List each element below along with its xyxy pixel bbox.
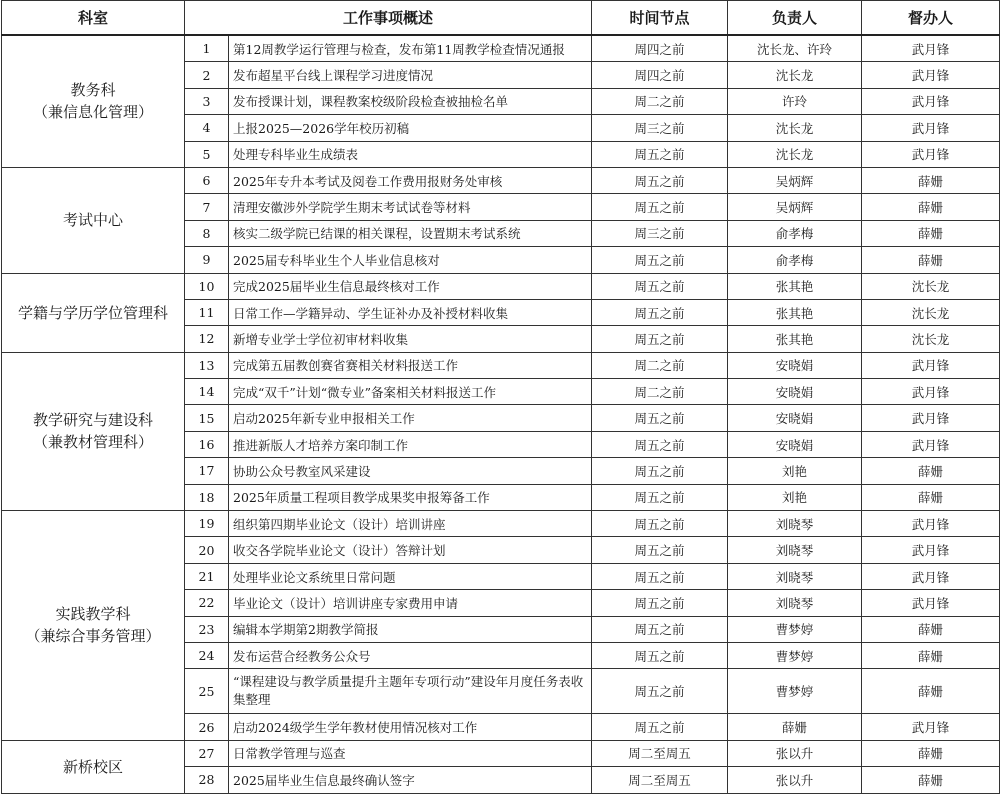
work-schedule-table [1,0,1000,794]
header-supervisor: 督办人 [862,1,1000,36]
owner-cell: 薛姗 [728,714,862,740]
deadline-cell: 周五之前 [592,563,728,589]
row-number: 4 [185,115,229,141]
row-number: 15 [185,405,229,431]
row-number: 5 [185,141,229,167]
dept-name-line: （兼综合事务管理） [25,627,161,646]
deadline-cell: 周五之前 [592,590,728,616]
owner-cell: 张以升 [728,767,862,793]
row-number: 20 [185,537,229,563]
deadline-cell: 周二至周五 [592,740,728,766]
row-number: 26 [185,714,229,740]
owner-cell: 安晓娟 [728,352,862,378]
supervisor-cell: 武月锋 [862,379,1000,405]
task-description: 处理专科毕业生成绩表 [229,141,592,167]
supervisor-cell: 沈长龙 [862,299,1000,325]
owner-cell: 沈长龙 [728,62,862,88]
dept-name-line: 学籍与学历学位管理科 [17,303,168,322]
owner-cell: 张其艳 [728,299,862,325]
supervisor-cell: 武月锋 [862,88,1000,114]
row-number: 21 [185,563,229,589]
dept-name-line: （兼信息化管理） [32,103,153,122]
header-owner: 负责人 [728,1,862,36]
deadline-cell: 周五之前 [592,714,728,740]
owner-cell: 张其艳 [728,326,862,352]
owner-cell: 俞孝梅 [728,247,862,273]
supervisor-cell: 武月锋 [862,115,1000,141]
owner-cell: 安晓娟 [728,431,862,457]
deadline-cell: 周五之前 [592,537,728,563]
supervisor-cell: 沈长龙 [862,273,1000,299]
header-task: 工作事项概述 [185,1,592,36]
row-number: 17 [185,458,229,484]
supervisor-cell: 武月锋 [862,352,1000,378]
task-description: 收交各学院毕业论文（设计）答辩计划 [229,537,592,563]
deadline-cell: 周五之前 [592,484,728,510]
row-number: 19 [185,511,229,537]
row-number: 3 [185,88,229,114]
table-row [2,35,1000,62]
owner-cell: 许玲 [728,88,862,114]
deadline-cell: 周五之前 [592,141,728,167]
task-description: 毕业论文（设计）培训讲座专家费用申请 [229,590,592,616]
deadline-cell: 周二至周五 [592,767,728,793]
owner-cell: 刘艳 [728,458,862,484]
row-number: 16 [185,431,229,457]
table-row [2,511,1000,537]
supervisor-cell: 武月锋 [862,590,1000,616]
owner-cell: 曹梦婷 [728,669,862,714]
task-description: 发布授课计划，课程教案校级阶段检查被抽检名单 [229,88,592,114]
row-number: 24 [185,642,229,668]
deadline-cell: 周五之前 [592,431,728,457]
row-number: 7 [185,194,229,220]
row-number: 10 [185,273,229,299]
deadline-cell: 周五之前 [592,405,728,431]
task-description: 完成第五届教创赛省赛相关材料报送工作 [229,352,592,378]
table-row [2,352,1000,378]
dept-cell [2,273,185,352]
supervisor-cell: 武月锋 [862,141,1000,167]
table-body [2,35,1000,793]
dept-cell [2,511,185,741]
task-description: 编辑本学期第2期教学简报 [229,616,592,642]
task-description: 推进新版人才培养方案印制工作 [229,431,592,457]
owner-cell: 安晓娟 [728,379,862,405]
dept-cell [2,740,185,793]
deadline-cell: 周五之前 [592,194,728,220]
deadline-cell: 周五之前 [592,458,728,484]
task-description: “课程建设与教学质量提升主题年专项行动”建设年月度任务表收集整理 [229,669,592,714]
deadline-cell: 周三之前 [592,115,728,141]
owner-cell: 曹梦婷 [728,642,862,668]
owner-cell: 张其艳 [728,273,862,299]
row-number: 22 [185,590,229,616]
task-description: 2025届毕业生信息最终确认签字 [229,767,592,793]
dept-cell [2,352,185,510]
supervisor-cell: 薛姗 [862,484,1000,510]
row-number: 25 [185,669,229,714]
supervisor-cell: 薛姗 [862,194,1000,220]
owner-cell: 刘晓琴 [728,537,862,563]
task-description: 2025年质量工程项目教学成果奖申报筹备工作 [229,484,592,510]
task-description: 新增专业学士学位初审材料收集 [229,326,592,352]
supervisor-cell: 薛姗 [862,220,1000,246]
deadline-cell: 周四之前 [592,35,728,62]
supervisor-cell: 沈长龙 [862,326,1000,352]
row-number: 2 [185,62,229,88]
dept-name-line: 实践教学科 [55,605,131,624]
task-description: 发布运营合经教务公众号 [229,642,592,668]
owner-cell: 刘艳 [728,484,862,510]
deadline-cell: 周五之前 [592,511,728,537]
row-number: 11 [185,299,229,325]
row-number: 6 [185,167,229,193]
supervisor-cell: 武月锋 [862,62,1000,88]
table-row [2,740,1000,766]
row-number: 27 [185,740,229,766]
owner-cell: 曹梦婷 [728,616,862,642]
task-description: 启动2024级学生学年教材使用情况核对工作 [229,714,592,740]
owner-cell: 吴炳辉 [728,194,862,220]
deadline-cell: 周五之前 [592,167,728,193]
deadline-cell: 周五之前 [592,616,728,642]
deadline-cell: 周三之前 [592,220,728,246]
row-number: 23 [185,616,229,642]
owner-cell: 刘晓琴 [728,563,862,589]
row-number: 8 [185,220,229,246]
row-number: 18 [185,484,229,510]
table-row [2,167,1000,193]
owner-cell: 刘晓琴 [728,590,862,616]
deadline-cell: 周五之前 [592,326,728,352]
supervisor-cell: 薛姗 [862,458,1000,484]
row-number: 9 [185,247,229,273]
row-number: 1 [185,35,229,62]
owner-cell: 俞孝梅 [728,220,862,246]
supervisor-cell: 武月锋 [862,714,1000,740]
dept-cell [2,167,185,273]
supervisor-cell: 薛姗 [862,247,1000,273]
header-row [2,1,1000,36]
deadline-cell: 周五之前 [592,642,728,668]
dept-name-line: 考试中心 [62,211,123,230]
owner-cell: 沈长龙 [728,141,862,167]
row-number: 12 [185,326,229,352]
row-number: 14 [185,379,229,405]
task-description: 组织第四期毕业论文（设计）培训讲座 [229,511,592,537]
owner-cell: 吴炳辉 [728,167,862,193]
supervisor-cell: 武月锋 [862,511,1000,537]
deadline-cell: 周二之前 [592,88,728,114]
supervisor-cell: 薛姗 [862,669,1000,714]
owner-cell: 沈长龙、许玲 [728,35,862,62]
task-description: 日常教学管理与巡查 [229,740,592,766]
task-description: 核实二级学院已结课的相关课程，设置期末考试系统 [229,220,592,246]
dept-name-line: 教务科 [70,81,116,100]
supervisor-cell: 薛姗 [862,167,1000,193]
owner-cell: 安晓娟 [728,405,862,431]
task-description: 日常工作—学籍异动、学生证补办及补授材料收集 [229,299,592,325]
table-row [2,273,1000,299]
dept-name-line: （兼教材管理科） [32,433,153,452]
supervisor-cell: 薛姗 [862,767,1000,793]
deadline-cell: 周五之前 [592,247,728,273]
supervisor-cell: 武月锋 [862,405,1000,431]
task-description: 2025届专科毕业生个人毕业信息核对 [229,247,592,273]
owner-cell: 刘晓琴 [728,511,862,537]
deadline-cell: 周四之前 [592,62,728,88]
task-description: 完成2025届毕业生信息最终核对工作 [229,273,592,299]
task-description: 第12周教学运行管理与检查，发布第11周教学检查情况通报 [229,35,592,62]
supervisor-cell: 武月锋 [862,35,1000,62]
supervisor-cell: 薛姗 [862,740,1000,766]
deadline-cell: 周二之前 [592,379,728,405]
header-deadline: 时间节点 [592,1,728,36]
deadline-cell: 周五之前 [592,299,728,325]
row-number: 13 [185,352,229,378]
deadline-cell: 周五之前 [592,273,728,299]
table-header [2,1,1000,36]
supervisor-cell: 武月锋 [862,431,1000,457]
deadline-cell: 周二之前 [592,352,728,378]
header-dept: 科室 [2,1,185,36]
task-description: 发布超星平台线上课程学习进度情况 [229,62,592,88]
task-description: 协助公众号教室风采建设 [229,458,592,484]
dept-name-line: 新桥校区 [62,757,123,776]
supervisor-cell: 薛姗 [862,642,1000,668]
owner-cell: 沈长龙 [728,115,862,141]
task-description: 处理毕业论文系统里日常问题 [229,563,592,589]
supervisor-cell: 薛姗 [862,616,1000,642]
supervisor-cell: 武月锋 [862,537,1000,563]
task-description: 2025年专升本考试及阅卷工作费用报财务处审核 [229,167,592,193]
row-number: 28 [185,767,229,793]
supervisor-cell: 武月锋 [862,563,1000,589]
dept-cell [2,35,185,167]
task-description: 完成“双千”计划“微专业”备案相关材料报送工作 [229,379,592,405]
deadline-cell: 周五之前 [592,669,728,714]
dept-name-line: 教学研究与建设科 [32,411,153,430]
owner-cell: 张以升 [728,740,862,766]
task-description: 上报2025—2026学年校历初稿 [229,115,592,141]
task-description: 启动2025年新专业申报相关工作 [229,405,592,431]
task-description: 清理安徽涉外学院学生期末考试试卷等材料 [229,194,592,220]
